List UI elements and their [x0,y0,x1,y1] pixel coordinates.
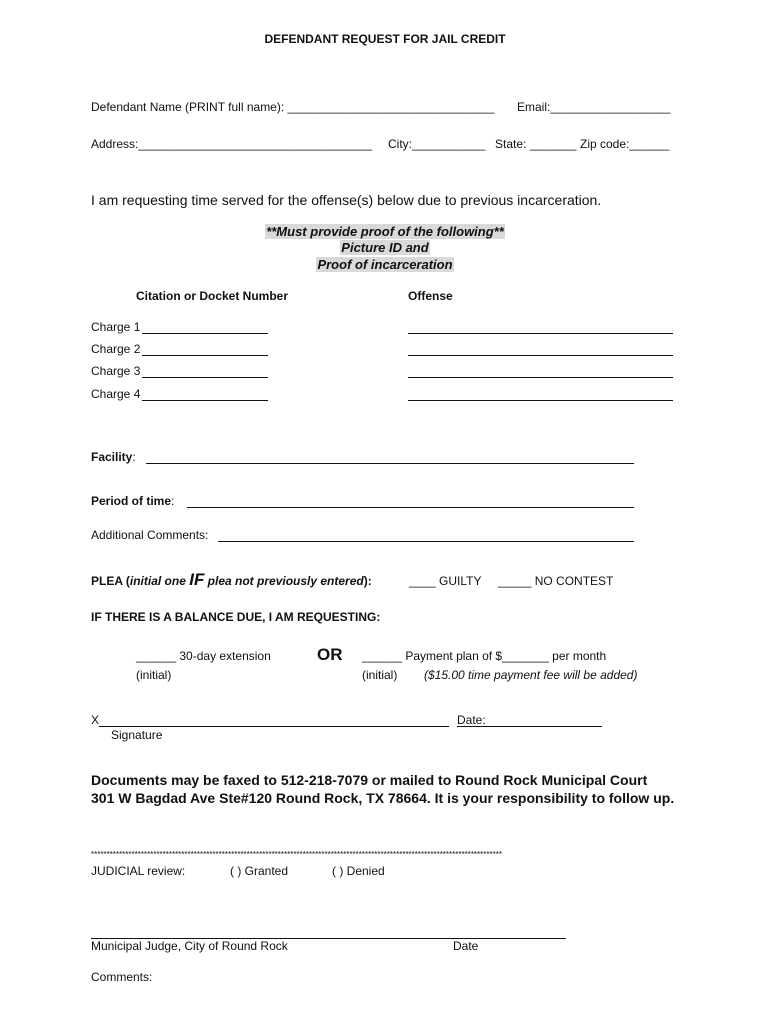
or-text: OR [317,645,343,664]
offense-field-4[interactable] [408,400,673,401]
citation-field-3[interactable] [142,377,268,378]
charge-label-1: Charge 1 [91,320,141,334]
charge-label-3: Charge 3 [91,364,141,378]
signature-x-mark: X [91,713,100,727]
citation-field-4[interactable] [142,400,268,401]
time-payment-fee-note: ($15.00 time payment fee will be added) [424,668,638,682]
extension-option[interactable]: ______ 30-day extension [136,649,271,663]
proof-line-3: Proof of incarceration [317,257,453,272]
fax-notice-line-1: Documents may be faxed to 512-218-7079 or mailed to Round Rock Municipal Court [91,772,648,788]
date-label: Date: [457,713,486,727]
footer-comments-label: Comments: [91,970,153,984]
balance-heading: IF THERE IS A BALANCE DUE, I AM REQUESTING: [91,610,381,624]
form-title: DEFENDANT REQUEST FOR JAIL CREDIT [264,32,506,46]
offense-column-header: Offense [408,289,453,303]
guilty-option[interactable]: ____ GUILTY [409,574,482,588]
citation-field-1[interactable] [142,333,268,334]
proof-requirement [0,224,770,239]
citation-field-2[interactable] [142,355,268,356]
payment-plan-option[interactable]: ______ Payment plan of $_______ per month [362,649,607,663]
state-label: State: _______ [495,137,577,151]
date-field[interactable] [457,726,602,727]
facility-field[interactable] [146,463,634,464]
offense-field-1[interactable] [408,333,673,334]
period-field[interactable] [187,507,634,508]
payment-plan-initial-label: (initial) [362,668,398,682]
request-statement: I am requesting time served for the offense(s) below due to previous incarceration. [91,192,602,208]
email-label: Email:__________________ [517,100,671,114]
separator-stars: ************************************************************************************************************************************ [91,850,502,859]
plea-label: PLEA (initial one IF plea not previously entered): [91,570,372,589]
period-label: Period of time: [91,494,175,508]
denied-option[interactable]: ( ) Denied [332,864,385,878]
no-contest-option[interactable]: _____ NO CONTEST [498,574,614,588]
citation-column-header: Citation or Docket Number [136,289,289,303]
additional-comments-field[interactable] [218,541,634,542]
proof-line-2: Picture ID and [341,240,429,255]
municipal-judge-label: Municipal Judge, City of Round Rock [91,939,288,953]
granted-option[interactable]: ( ) Granted [230,864,289,878]
judicial-review-label: JUDICIAL review: [91,864,186,878]
address-label: Address:___________________________________ [91,137,372,151]
charge-label-2: Charge 2 [91,342,141,356]
offense-field-3[interactable] [408,377,673,378]
defendant-name-label: Defendant Name (PRINT full name): _______________________________ [91,100,495,114]
signature-field[interactable] [99,726,449,727]
signature-label: Signature [111,728,163,742]
city-label: City:___________ [388,137,486,151]
zip-label: Zip code:______ [580,137,670,151]
facility-label: Facility: [91,450,136,464]
charge-label-4: Charge 4 [91,387,141,401]
proof-line-1: **Must provide proof of the following** [266,224,504,239]
additional-comments-label: Additional Comments: [91,528,209,542]
offense-field-2[interactable] [408,355,673,356]
judge-date-label: Date [453,939,479,953]
extension-initial-label: (initial) [136,668,172,682]
fax-notice-line-2: 301 W Bagdad Ave Ste#120 Round Rock, TX 78664. It is your responsibility to follow up. [91,790,675,806]
